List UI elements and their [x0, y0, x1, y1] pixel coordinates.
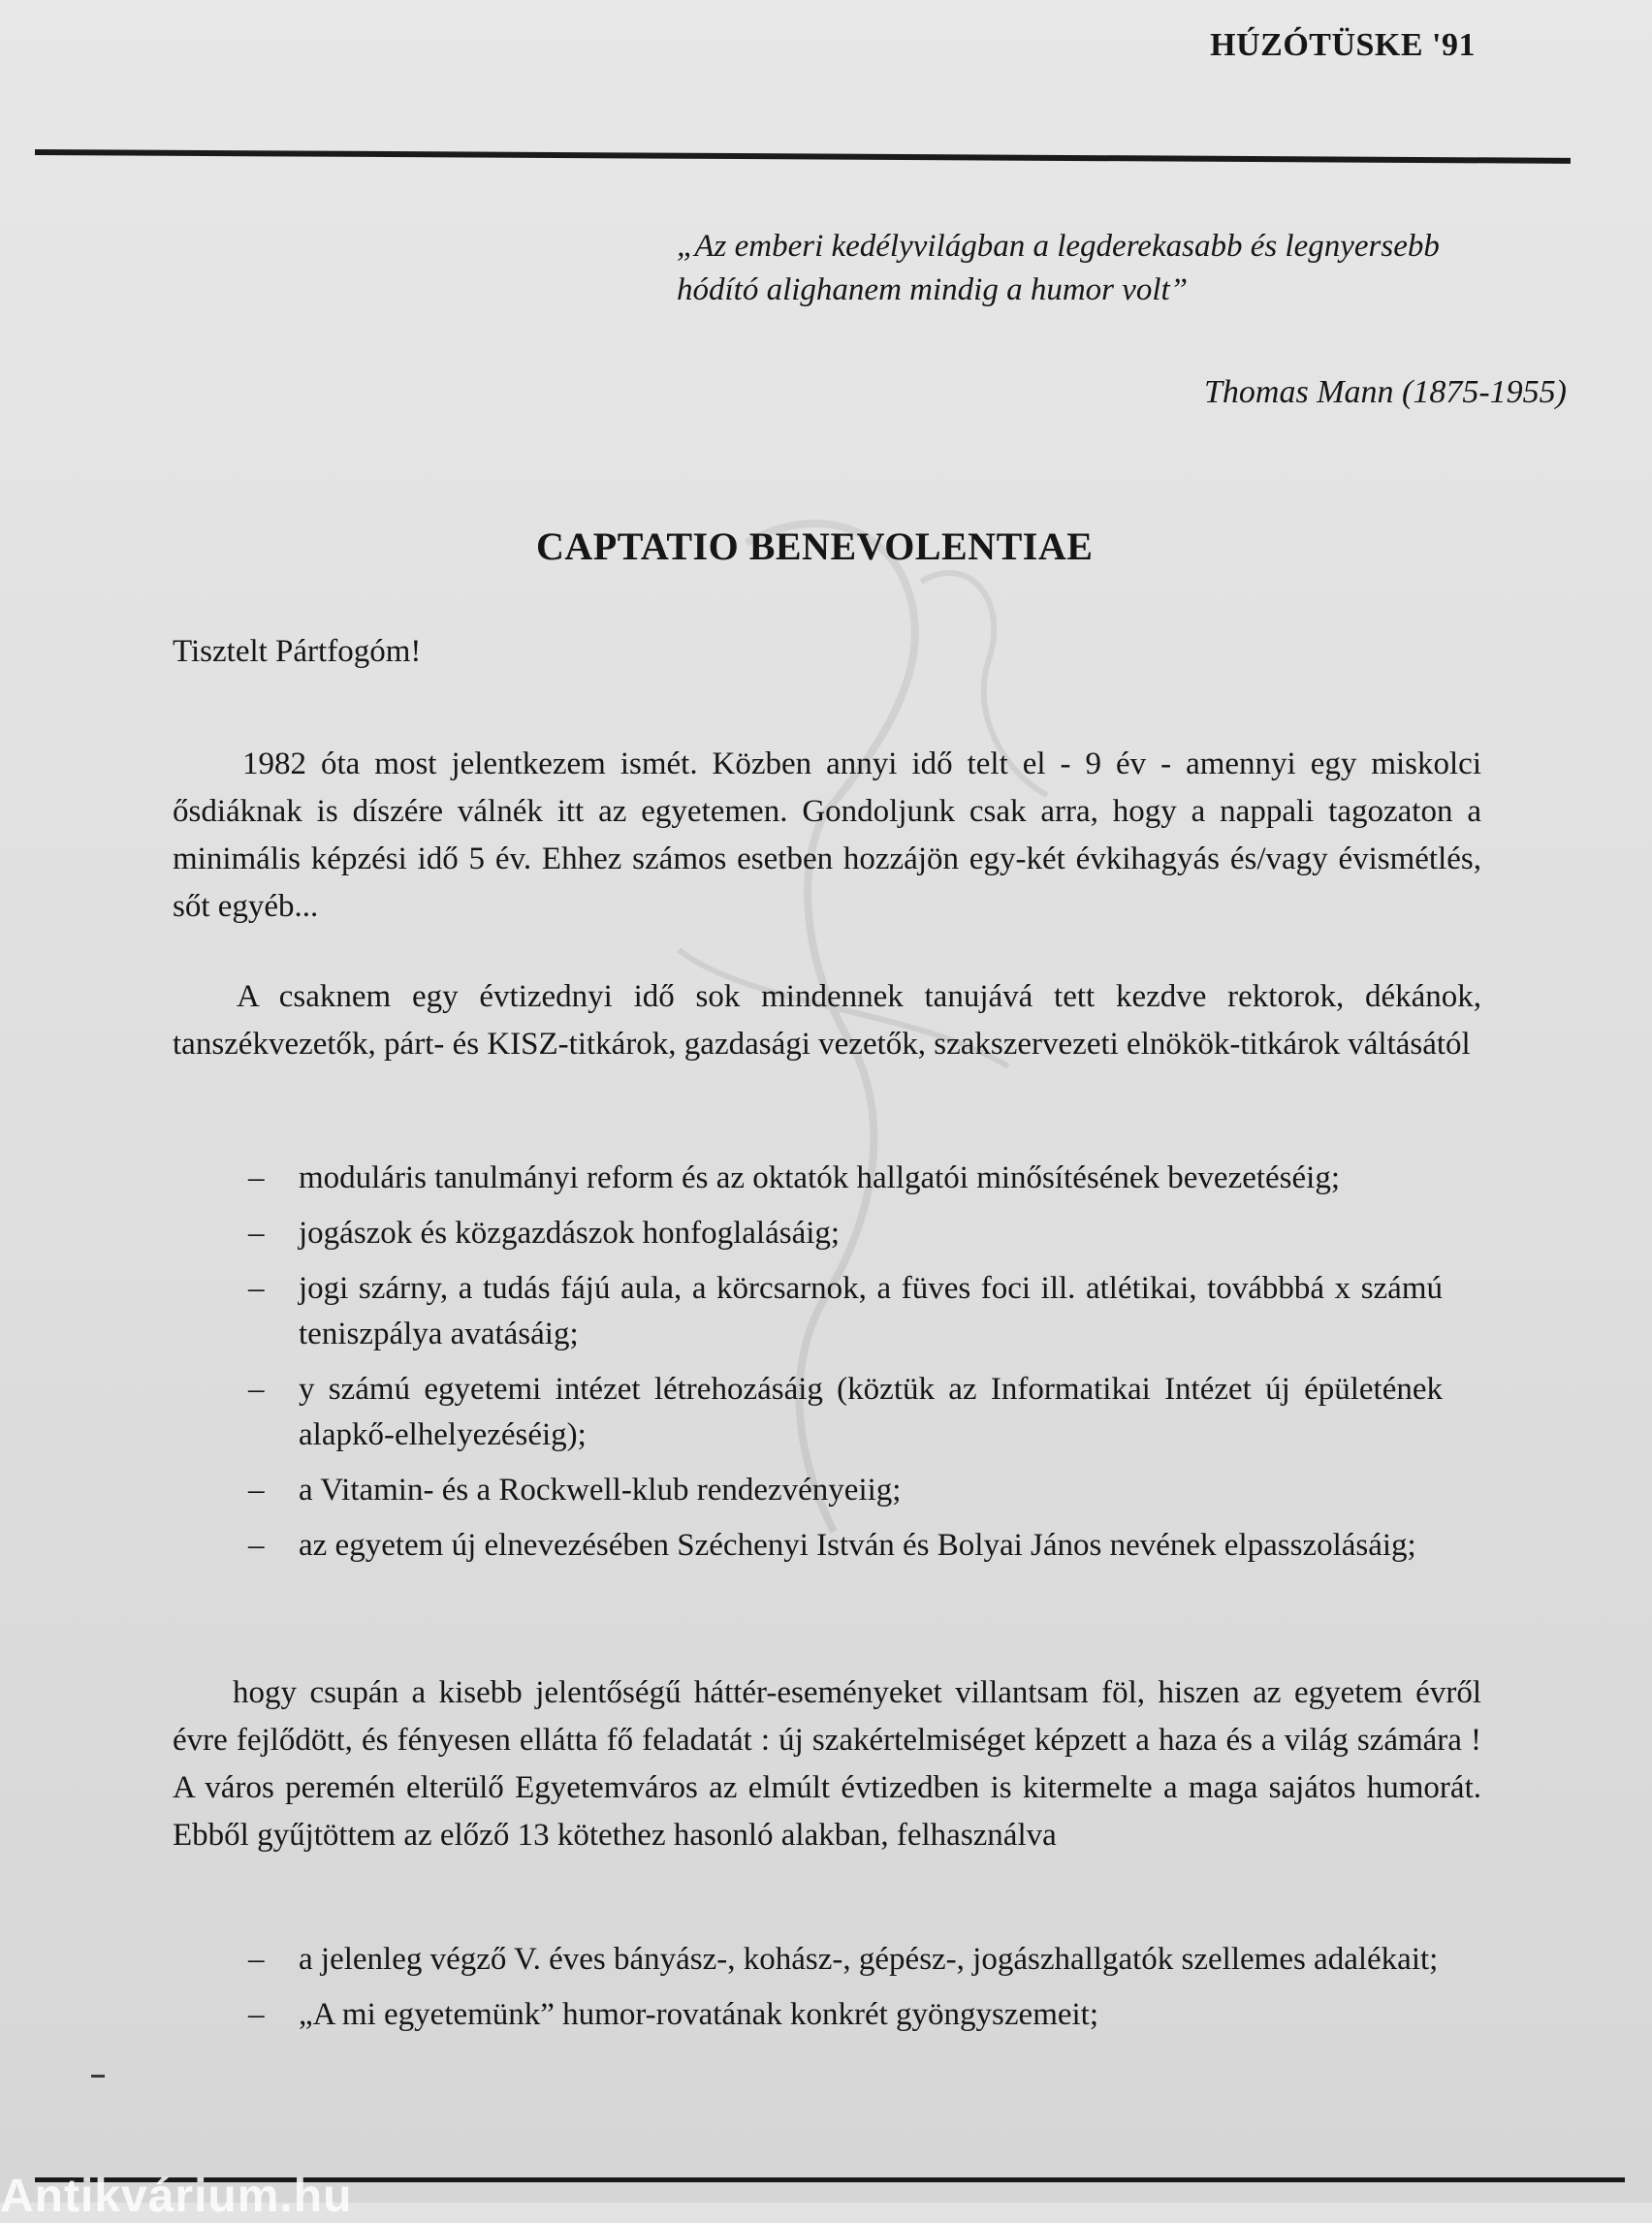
list-item: [0, 1992, 1443, 2038]
stray-mark: [91, 2075, 105, 2078]
list-item: [0, 1266, 1443, 1357]
list-item-text: „A mi egyetemünk” humor-rovatának konkrét gyöngyszemeit;: [299, 1997, 1099, 2032]
dash-bullet: –: [248, 1942, 265, 1977]
list-item: [0, 1156, 1443, 1201]
top-rule: [35, 149, 1571, 164]
salutation: Tisztelt Pártfogóm!: [173, 634, 422, 669]
list-item-text: moduláris tanulmányi reform és az oktatók hallgatói minősítésének bevezetéséig;: [299, 1160, 1340, 1195]
bullet-list: [0, 1156, 1652, 1578]
paragraph: A csaknem egy évtizednyi idő sok mindennek tanujává tett kezdve rektorok, dékánok, tanszékvezetők, párt- és KISZ-titkárok, gazdasági vezetők, szakszervezeti elnökök-titkárok váltásától: [173, 979, 1481, 1062]
paragraph: hogy csupán a kisebb jelentőségű háttér-eseményeket villantsam föl, hiszen az egyetem évről évre fejlődött, és fényesen ellátta fő feladatát : új szakértelmiséget képzett a haza és a világ számára ! A város peremén elterülő Egyetemváros az elmúlt évtizedben is kitermelte a maga sajátos humorát. Ebből gyűjtöttem az előző 13 kötethez hasonló alakban, felhasználva: [173, 1675, 1481, 1853]
running-header-title: HÚZÓTÜSKE '91: [1210, 27, 1476, 63]
list-item-text: jogászok és közgazdászok honfoglalásáig;: [299, 1216, 841, 1251]
watermark: Antikvárium.hu: [0, 2171, 353, 2222]
dash-bullet: –: [248, 1372, 265, 1407]
dash-bullet: –: [248, 1160, 265, 1195]
list-item-text: az egyetem új elnevezésében Széchenyi István és Bolyai János nevének elpasszolásáig;: [299, 1528, 1416, 1563]
list-item-text: a Vitamin- és a Rockwell-klub rendezvényeiig;: [299, 1473, 902, 1508]
epigraph-line: hódító alighanem mindig a humor volt”: [677, 272, 1189, 307]
bullet-list: [0, 1937, 1652, 2048]
dash-bullet: –: [248, 1216, 265, 1251]
list-item-text: jogi szárny, a tudás fájú aula, a körcsarnok, a füves foci ill. atlétikai, továbbbá x számú teniszpálya avatásáig;: [299, 1271, 1443, 1351]
list-item: [0, 1468, 1443, 1513]
dash-bullet: –: [248, 1528, 265, 1563]
list-item: [0, 1211, 1443, 1256]
list-item: [0, 1523, 1443, 1569]
section-title: CAPTATIO BENEVOLENTIAE: [536, 524, 1094, 568]
list-item-text: a jelenleg végző V. éves bányász-, kohász-, gépész-, jogászhallgatók szellemes adalékait;: [299, 1942, 1439, 1977]
list-item-text: y számú egyetemi intézet létrehozásáig (köztük az Informatikai Intézet új épületének alapkő-elhelyezéséig);: [299, 1372, 1443, 1452]
paragraph: 1982 óta most jelentkezem ismét. Közben annyi idő telt el - 9 év - amennyi egy miskolci ősdiáknak is díszére válnék itt az egyetemen. Gondoljunk csak arra, hogy a nappali tagozaton a minimális képzési idő 5 év. Ehhez számos esetben hozzájön egy-két évkihagyás és/vagy évismétlés, sőt egyéb...: [173, 746, 1481, 924]
epigraph-line: „Az emberi kedélyvilágban a legderekasabb és legnyersebb: [677, 229, 1440, 264]
dash-bullet: –: [248, 1271, 265, 1306]
dash-bullet: –: [248, 1997, 265, 2032]
epigraph-author: Thomas Mann (1875-1955): [1204, 374, 1567, 410]
dash-bullet: –: [248, 1473, 265, 1508]
epigraph-quote: [677, 225, 1549, 312]
list-item: [0, 1367, 1443, 1458]
list-item: [0, 1937, 1443, 1983]
